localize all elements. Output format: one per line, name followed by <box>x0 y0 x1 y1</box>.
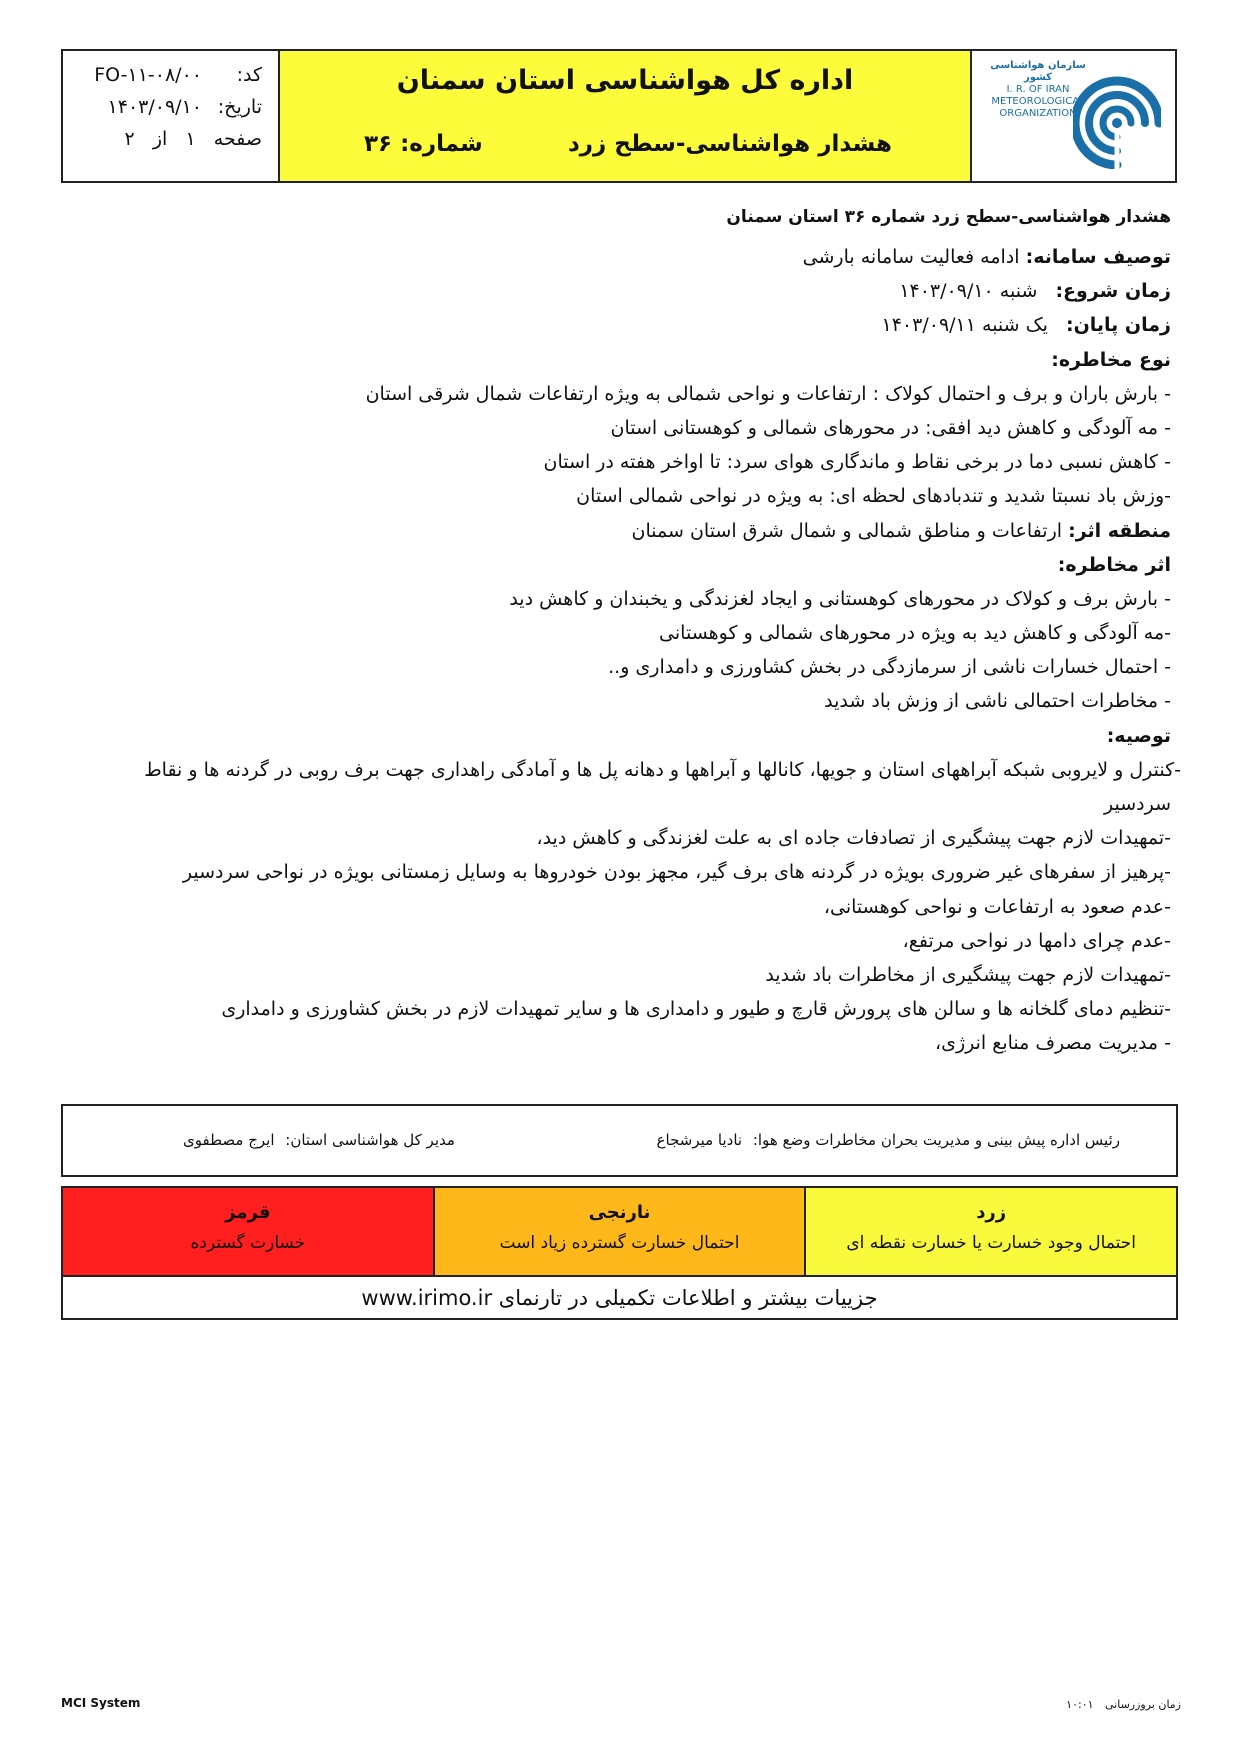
advice-item: -عدم صعود به ارتفاعات و نواحی کوهستانی، <box>823 895 1171 918</box>
end-label: زمان پایان: <box>1065 314 1171 337</box>
organization-logo <box>972 51 1175 181</box>
legend-yellow <box>804 1188 1176 1275</box>
page-row <box>73 123 262 155</box>
advice-heading: توصیه: <box>1106 724 1171 747</box>
area-label: منطقه اثر: <box>1068 519 1171 542</box>
warning-level-title: هشدار هواشناسی-سطح زرد <box>568 131 892 157</box>
code-label: کد: <box>236 64 262 86</box>
legend-orange-desc: احتمال خسارت گسترده زیاد است <box>499 1233 740 1253</box>
more-info-text: جزییات بیشتر و اطلاعات تکمیلی در تارنمای <box>498 1286 878 1310</box>
advice-item: -تنظیم دمای گلخانه ها و سالن های پرورش قارچ و طیور و دامداری ها و سایر تمهیدات لازم در بخش کشاورزی و دامداری <box>221 998 1171 1021</box>
hazard-type-item: -وزش باد نسبتا شدید و تندبادهای لحظه ای: به ویژه در نواحی شمالی استان <box>576 485 1171 508</box>
update-label: زمان بروزرسانی <box>1105 1698 1181 1711</box>
date-row <box>73 91 262 123</box>
hazard-type-label <box>61 343 1171 377</box>
title-band <box>280 51 972 181</box>
legend-red-desc: خسارت گسترده <box>190 1233 306 1253</box>
hazard-type-heading: نوع مخاطره: <box>1051 348 1171 371</box>
legend-red <box>63 1188 433 1275</box>
forecast-head-signature <box>657 1131 1120 1149</box>
logo-line-organization: ORGANIZATION <box>999 108 1077 119</box>
hazard-type-item: - کاهش نسبی دما در برخی نقاط و ماندگاری هوای سرد: تا اواخر هفته در استان <box>543 451 1171 474</box>
advice-label <box>61 719 1171 753</box>
area-value: ارتفاعات و مناطق شمالی و شمال شرق استان سمنان <box>631 519 1063 542</box>
logo-line-persian: سازمان هواشناسی کشور <box>990 60 1086 83</box>
organization-title: اداره کل هواشناسی استان سمنان <box>396 65 854 96</box>
update-value: ۱۰:۰۱ <box>1066 1698 1094 1711</box>
legend-levels <box>63 1188 1176 1277</box>
update-time <box>1066 1698 1181 1711</box>
start-time <box>61 274 1171 308</box>
advice-item: -عدم چرای دامها در نواحی مرتفع، <box>902 929 1171 952</box>
advice-item: -تمهیدات لازم جهت پیشگیری از مخاطرات باد شدید <box>765 963 1171 986</box>
legend-yellow-desc: احتمال وجود خسارت یا خسارت نقطه ای <box>846 1233 1137 1253</box>
legend-red-name: قرمز <box>225 1202 271 1223</box>
warning-level-legend <box>61 1186 1178 1320</box>
hazard-effect-label <box>61 548 1171 582</box>
code-row <box>73 59 262 91</box>
director-title: مدیر کل هواشناسی استان: <box>285 1131 455 1149</box>
end-time <box>61 308 1171 342</box>
hazard-effect-heading: اثر مخاطره: <box>1057 553 1171 576</box>
page-indicator: صفحه ۱ از ۲ <box>124 128 262 150</box>
system-description <box>61 240 1171 274</box>
end-value: یک شنبه ۱۴۰۳/۰۹/۱۱ <box>881 314 1048 337</box>
advice-item: -کنترل و لایروبی شبکه آبراههای استان و جویها، کانالها و آبراهها و دهانه پل ها و آمادگی راهداری جهت برف روبی در گردنه ها و نقاط <box>144 758 1181 781</box>
document-meta <box>63 51 280 181</box>
system-label: توصیف سامانه: <box>1025 246 1171 268</box>
signature-box <box>61 1104 1178 1177</box>
start-label: زمان شروع: <box>1055 280 1171 303</box>
meteorology-spiral-icon <box>1073 65 1161 169</box>
legend-yellow-name: زرد <box>976 1202 1007 1223</box>
warning-body <box>61 200 1181 1061</box>
date-value: ۱۴۰۳/۰۹/۱۰ <box>107 96 202 118</box>
code-value: FO-۱۱-۰۸/۰۰ <box>94 64 202 86</box>
advice-item: -پرهیز از سفرهای غیر ضروری بویژه در گردنه های برف گیر، مجهز بودن خودروها به وسایل زمستانی بویژه در نواحی سردسیر <box>182 861 1171 884</box>
hazard-effect-item: - بارش برف و کولاک در محورهای کوهستانی و ایجاد لغزندگی و یخبندان و کاهش دید <box>509 587 1171 610</box>
advice-item: -تمهیدات لازم جهت پیشگیری از تصادفات جاده ای به علت لغزندگی و کاهش دید، <box>536 827 1171 850</box>
advice-item: - مدیریت مصرف منابع انرژی، <box>934 1032 1171 1055</box>
more-info-note <box>63 1277 1176 1320</box>
hazard-effect-item: -مه آلودگی و کاهش دید به ویژه در محورهای شمالی و کوهستانی <box>659 622 1171 645</box>
legend-orange-name: نارنجی <box>588 1202 651 1223</box>
warning-number: شماره: ۳۶ <box>364 131 483 157</box>
system-value: ادامه فعالیت سامانه بارشی <box>802 246 1020 268</box>
hazard-effect-item: - مخاطرات احتمالی ناشی از وزش باد شدید <box>824 690 1171 713</box>
director-signature <box>183 1131 455 1149</box>
system-name: MCI System <box>61 1696 141 1710</box>
hazard-effect-item: - احتمال خسارات ناشی از سرمازدگی در بخش کشاورزی و دامداری و.. <box>608 656 1171 679</box>
logo-line-meteorological: METEOROLOGICAL <box>991 96 1085 107</box>
hazard-type-item: - بارش باران و برف و احتمال کولاک : ارتفاعات و نواحی شمالی به ویژه ارتفاعات شمال شرقی استان <box>365 382 1171 405</box>
start-value: شنبه ۱۴۰۳/۰۹/۱۰ <box>899 280 1038 303</box>
website-link[interactable]: www.irimo.ir <box>361 1286 493 1310</box>
advice-item-continuation: سردسیر <box>1103 793 1171 815</box>
legend-orange <box>433 1188 805 1275</box>
director-name: ایرج مصطفوی <box>183 1131 275 1149</box>
affected-area <box>61 514 1171 548</box>
forecast-head-name: نادیا میرشجاع <box>656 1131 743 1149</box>
forecast-head-title: رئیس اداره پیش بینی و مدیریت بحران مخاطرات وضع هوا: <box>752 1131 1120 1149</box>
warning-heading: هشدار هواشناسی-سطح زرد شماره ۳۶ استان سمنان <box>726 207 1171 227</box>
date-label: تاریخ: <box>217 96 262 118</box>
document-header <box>61 49 1177 183</box>
hazard-type-item: - مه آلودگی و کاهش دید افقی: در محورهای شمالی و کوهستانی استان <box>610 416 1171 439</box>
logo-line-country: I. R. OF IRAN <box>1006 84 1070 95</box>
